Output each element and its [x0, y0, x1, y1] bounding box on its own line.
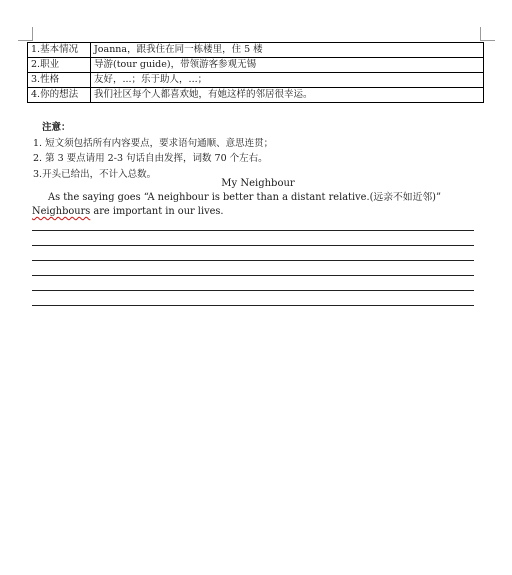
- writing-line[interactable]: [32, 305, 474, 306]
- writing-line[interactable]: [32, 290, 474, 291]
- notes-section: [33, 120, 273, 182]
- writing-line[interactable]: [32, 230, 474, 231]
- essay-title: My Neighbour: [221, 178, 295, 189]
- notes-item: 3.开头已给出，不计入总数。: [33, 168, 157, 180]
- row-content: Joanna，跟我住在同一栋楼里，住 5 楼: [91, 43, 484, 58]
- row-label: 3.性格: [28, 73, 91, 88]
- crop-mark-top-right-vertical: [480, 27, 481, 41]
- row-label: 1.基本情况: [28, 43, 91, 58]
- table-row: [28, 43, 484, 58]
- notes-item: 1. 短文须包括所有内容要点，要求语句通顺、意思连贯；: [33, 137, 274, 149]
- notes-item: 2. 第 3 要点请用 2-3 句话自由发挥，词数 70 个左右。: [33, 153, 268, 164]
- row-content: 导游(tour guide)，带领游客参观无锡: [91, 58, 484, 73]
- opening-paragraph: [32, 191, 480, 219]
- table-row: [28, 88, 484, 103]
- writing-line[interactable]: [32, 245, 474, 246]
- notes-title: 注意：: [42, 122, 71, 133]
- prompt-table: [27, 42, 484, 103]
- crop-mark-top-left-horizontal: [18, 40, 32, 41]
- crop-mark-top-right-horizontal: [481, 40, 495, 41]
- table-row: [28, 58, 484, 73]
- writing-line[interactable]: [32, 275, 474, 276]
- essay-opening: [32, 191, 480, 219]
- table-row: [28, 73, 484, 88]
- opening-text: As the saying goes “A neighbour is better than a distant relative.(远亲不如近邻)”: [48, 192, 442, 203]
- row-content: 我们社区每个人都喜欢她，有她这样的邻居很幸运。: [91, 88, 484, 103]
- crop-mark-top-left-vertical: [32, 27, 33, 41]
- writing-line[interactable]: [32, 260, 474, 261]
- opening-text-end: are important in our lives.: [90, 206, 224, 217]
- row-label: 4.你的想法: [28, 88, 91, 103]
- row-label: 2.职业: [28, 58, 91, 73]
- spellcheck-flagged-word[interactable]: Neighbours: [32, 206, 91, 217]
- row-content: 友好，...；乐于助人，...；: [91, 73, 484, 88]
